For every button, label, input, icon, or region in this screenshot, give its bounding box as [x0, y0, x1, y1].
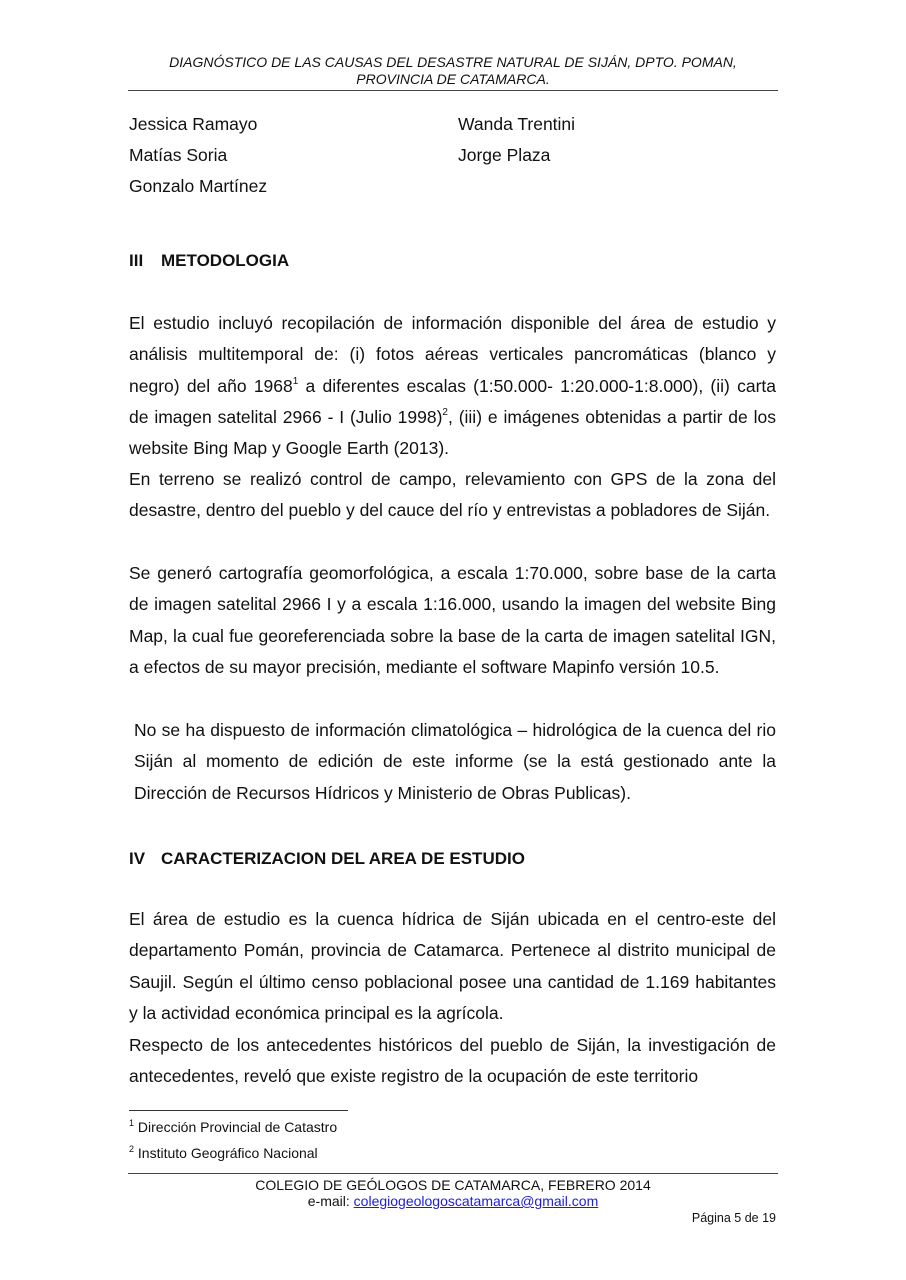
section-number: IV: [129, 849, 146, 868]
author-name: Gonzalo Martínez: [129, 176, 268, 196]
footnote-text: Instituto Geográfico Nacional: [137, 1145, 318, 1161]
paragraph: [129, 308, 776, 464]
page-footer: [128, 1177, 778, 1209]
footnote-number: 2: [129, 1144, 135, 1154]
author-name: Matías Soria: [129, 145, 228, 165]
page-header: [128, 54, 778, 88]
paragraph: Se generó cartografía geomorfológica, a escala 1:70.000, sobre base de la carta de imagen satelital 2966 I y a escala 1:16.000, usando la imagen del website Bing Map, la cual fue georeferenciada sobre la base de la carta de imagen satelital IGN, a efectos de su mayor precisión, mediante el software Mapinfo versión 10.5.: [129, 563, 776, 677]
footnote-text: Dirección Provincial de Catastro: [137, 1119, 338, 1135]
footer-rule: [128, 1173, 778, 1174]
section-title: METODOLOGIA: [161, 251, 290, 270]
paragraph: El área de estudio es la cuenca hídrica de Siján ubicada en el centro-este del departamento Pomán, provincia de Catamarca. Pertenece al distrito municipal de Saujil. Según el último censo poblacional posee una cantidad de 1.169 habitantes y la actividad económica principal es la agrícola.: [129, 909, 776, 1023]
author-name: Jorge Plaza: [458, 145, 551, 165]
footnote: [129, 1119, 337, 1135]
email-label: e-mail:: [307, 1193, 354, 1209]
section-heading-metodologia: [129, 251, 289, 271]
paragraph-text: El estudio incluyó recopilación de información disponible del área de estudio y análisis multitemporal de: (i) fotos aéreas verticales pancromáticas (blanco y negro) del año 1968: [129, 313, 776, 396]
footer-email-line: [128, 1193, 778, 1209]
header-line-2: PROVINCIA DE CATAMARCA.: [356, 71, 550, 87]
paragraph: No se ha dispuesto de información climatológica – hidrológica de la cuenca del rio Siján al momento de edición de este informe (se la está gestionado ante la Dirección de Recursos Hídricos y Ministerio de Obras Publicas).: [134, 720, 776, 803]
section-heading-caracterizacion: [129, 849, 525, 869]
section-number: III: [129, 251, 144, 270]
footer-organization: COLEGIO DE GEÓLOGOS DE CATAMARCA, FEBRERO 2014: [255, 1177, 651, 1193]
author-name: Jessica Ramayo: [129, 114, 258, 134]
footnote: [129, 1145, 318, 1161]
paragraph: En terreno se realizó control de campo, relevamiento con GPS de la zona del desastre, dentro del pueblo y del cauce del río y entrevistas a pobladores de Siján.: [129, 469, 776, 521]
author-name: Wanda Trentini: [458, 114, 576, 134]
page-number: Página 5 de 19: [691, 1211, 776, 1225]
header-line-1: DIAGNÓSTICO DE LAS CAUSAS DEL DESASTRE NATURAL DE SIJÁN, DPTO. POMAN,: [169, 54, 737, 70]
header-rule: [128, 90, 778, 91]
footnote-ref: 1: [292, 375, 299, 387]
paragraph-text: a diferentes escalas (1:50.000- 1:20.000-1:8.000), (ii) carta de imagen satelital 2966 - I (Julio 1998): [129, 375, 777, 427]
paragraph: Respecto de los antecedentes históricos del pueblo de Siján, la investigación de antecedentes, reveló que existe registro de la ocupación de este territorio: [129, 1035, 776, 1087]
footnote-ref: 2: [442, 406, 448, 418]
footnote-rule: [129, 1110, 348, 1111]
paragraph-text: , (iii) e imágenes obtenidas a partir de los website Bing Map y Google Earth (2013).: [129, 406, 776, 459]
footnote-number: 1: [129, 1118, 135, 1128]
email-link[interactable]: colegiogeologoscatamarca@gmail.com: [353, 1193, 599, 1209]
section-title: CARACTERIZACION DEL AREA DE ESTUDIO: [161, 849, 525, 868]
